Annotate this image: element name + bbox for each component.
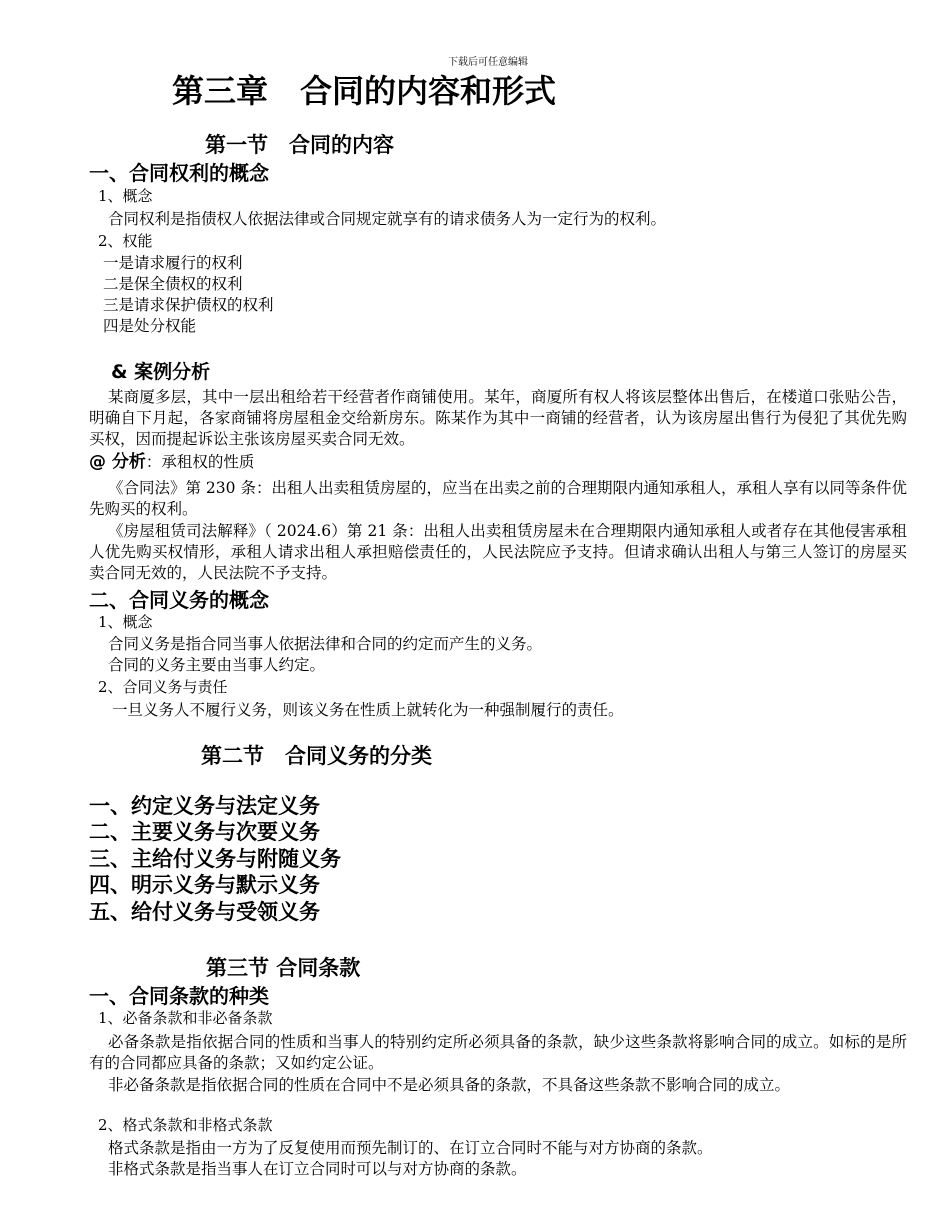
part2-sub2: 2、合同义务与责任: [98, 678, 228, 696]
part2-sub1-text2: 合同的义务主要由当事人约定。: [108, 656, 326, 674]
case-heading: & 案例分析: [111, 361, 211, 383]
section3-sub2-text1: 格式条款是指由一方为了反复使用而预先制订的、在订立合同时不能与对方协商的条款。: [108, 1139, 713, 1157]
section3-sub2: 2、格式条款和非格式条款: [98, 1116, 273, 1134]
case-text: 某商厦多层，其中一层出租给若干经营者作商铺使用。某年，商厦所有权人将该层整体出售后，在楼道口张贴公告，明确自下月起，各家商铺将房屋租金交给新房东。陈某作为其中一商铺的经营者，认为该房屋出售行为侵犯了其优先购买权，因而提起诉讼主张该房屋买卖合同无效。: [89, 388, 907, 448]
obligation-type-item: 四、明示义务与默示义务: [89, 873, 320, 897]
obligation-type-item: 一、约定义务与法定义务: [89, 794, 320, 818]
part2-heading: 二、合同义务的概念: [89, 588, 269, 612]
law-citation-1: 《合同法》第 230 条：出租人出卖租赁房屋的，应当在出卖之前的合理期限内通知承租人，承租人享有以同等条件优先购买的权利。: [89, 479, 907, 518]
analysis-line: [89, 453, 254, 472]
part1-sub1-text: 合同权利是指债权人依据法律或合同规定就享有的请求债务人为一定行为的权利。: [108, 210, 667, 228]
chapter-title: 第三章 合同的内容和形式: [172, 72, 557, 110]
section3-sub2-text2: 非格式条款是指当事人在订立合同时可以与对方协商的条款。: [108, 1160, 527, 1178]
law-citation-2: 《房屋租赁司法解释》（ 2024.6）第 21 条：出租人出卖租赁房屋未在合理期限内通知承租人或者存在其他侵害承租人优先购买权情形，承租人请求出租人承担赔偿责任的，人民法院应予支持。但请求确认出租人与第三人签订的房屋买卖合同无效的，人民法院不予支持。: [89, 522, 907, 582]
section3-title: 第三节 合同条款: [206, 956, 361, 980]
part1-heading: 一、合同权利的概念: [89, 161, 269, 185]
part1-sub1: 1、概念: [98, 187, 153, 205]
section3-heading: 一、合同条款的种类: [89, 984, 269, 1008]
watermark-text: 下载后可任意编辑: [448, 57, 528, 68]
power-item: 三是请求保护债权的权利: [103, 296, 274, 314]
obligation-type-item: 三、主给付义务与附随义务: [89, 847, 341, 871]
part2-sub2-text: 一旦义务人不履行义务，则该义务在性质上就转化为一种强制履行的责任。: [112, 701, 624, 719]
power-item: 二是保全债权的权利: [103, 275, 243, 293]
section1-title: 第一节 合同的内容: [205, 133, 394, 157]
analysis-topic: ：承租权的性质: [145, 453, 255, 471]
section3-sub1: 1、必备条款和非必备条款: [98, 1009, 273, 1027]
section3-sub1-text1: 必备条款是指依据合同的性质和当事人的特别约定所必须具备的条款，缺少这些条款将影响合同的成立。如标的是所有的合同都应具备的条款；又如约定公证。: [89, 1033, 907, 1072]
part1-sub2: 2、权能: [98, 232, 153, 250]
power-item: 一是请求履行的权利: [103, 254, 243, 272]
power-item: 四是处分权能: [103, 317, 197, 335]
obligation-type-item: 二、主要义务与次要义务: [89, 820, 320, 844]
analysis-label: @ 分析: [89, 452, 146, 472]
part2-sub1: 1、概念: [98, 613, 153, 631]
section2-title: 第二节 合同义务的分类: [201, 744, 432, 768]
obligation-type-item: 五、给付义务与受领义务: [89, 900, 320, 924]
part2-sub1-text1: 合同义务是指合同当事人依据法律和合同的约定而产生的义务。: [108, 635, 543, 653]
section3-sub1-text2: 非必备条款是指依据合同的性质在合同中不是必须具备的条款，不具备这些条款不影响合同的成立。: [108, 1076, 791, 1094]
